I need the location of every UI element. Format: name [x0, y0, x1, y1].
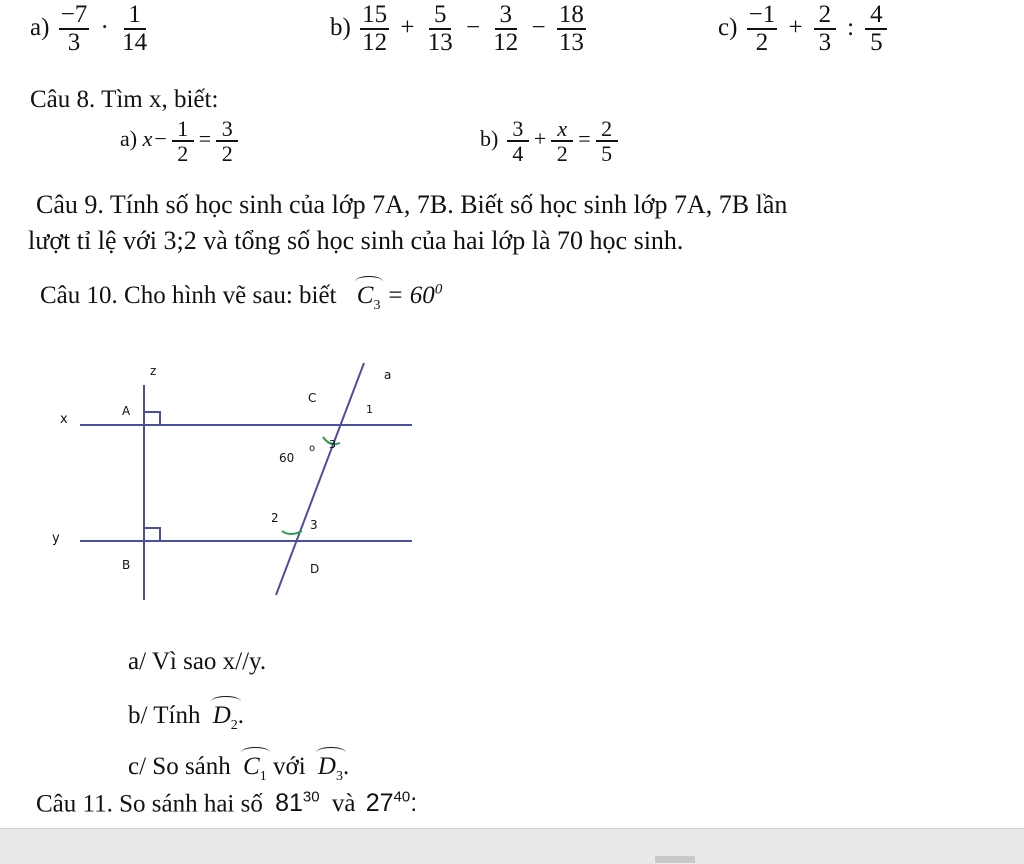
geometry-figure [40, 355, 460, 615]
q11: Câu 11. So sánh hai số $81^{30}$ và $27^{40}$: [36, 789, 418, 818]
angle-d2: $D_2$ [213, 696, 238, 734]
label-sixty: 60 [279, 451, 295, 465]
label-z: z [150, 364, 157, 378]
label-angle-3-bottom: 3 [310, 518, 318, 532]
angle-value: = $60^0$ [386, 281, 443, 309]
q7-c-label: c) [718, 13, 738, 41]
q10-c: c/ So sánh $C_1$ với $D_3$. [128, 747, 349, 785]
fraction: $\frac{1}{14}$ [122, 1, 148, 57]
label-y: y [52, 531, 60, 546]
fraction: $\frac{x}{2}$ [551, 117, 573, 165]
q8-b-label: b) [480, 126, 499, 152]
q9-line2: lượt tỉ lệ với 3;2 và tổng số học sinh của hai lớp là 70 học sinh. [28, 226, 684, 255]
q9-line1: Câu 9. Tính số học sinh của lớp 7A, 7B. Biết số học sinh lớp 7A, 7B lần [36, 190, 788, 219]
angle-c1: $C_1$ [243, 747, 267, 785]
fraction: $\frac{2}{3}$ [814, 2, 836, 57]
label-A: A [122, 404, 131, 418]
label-B: B [122, 558, 131, 572]
label-a: a [384, 368, 392, 382]
label-angle-1: 1 [366, 403, 373, 416]
q7-a-label: a) [30, 13, 50, 41]
q7-c: c) $\frac{-1}{2}$ + $\frac{2}{3}$ : $\frac{4}{5}$ [718, 2, 890, 57]
q8-title: Câu 8. Tìm x, biết: [30, 86, 219, 113]
right-angle-a [144, 412, 160, 425]
line-a [276, 363, 364, 595]
q8-b: b) $\frac{3}{4}$ + $\frac{x}{2}$ = $\frac{2}{5}$ [480, 117, 621, 165]
fraction: $\frac{15}{12}$ [362, 1, 388, 57]
fraction: $\frac{3}{12}$ [493, 1, 519, 57]
fraction: $\frac{5}{13}$ [427, 1, 453, 57]
fraction: $\frac{3}{4}$ [507, 117, 529, 165]
label-C: C [308, 391, 317, 405]
fraction: $\frac{-7}{3}$ [60, 1, 88, 57]
label-D: D [310, 562, 320, 576]
fraction: $\frac{-1}{2}$ [748, 1, 776, 57]
q7-a: a) $\frac{-7}{3}$ · $\frac{1}{14}$ [30, 1, 148, 57]
label-x: x [60, 412, 68, 427]
q10-a: a/ Vì sao x//y. [128, 648, 267, 675]
angle-d3: $D_3$ [318, 747, 343, 785]
fraction: $\frac{2}{5}$ [596, 117, 618, 165]
power-27: $27^{40}$: [365, 789, 418, 818]
fraction: $\frac{1}{2}$ [172, 117, 194, 165]
angle-c3: $C_3$ [357, 276, 381, 314]
q10-b: b/ Tính $D_2$. [128, 696, 244, 734]
fraction: $\frac{4}{5}$ [865, 2, 887, 57]
label-degree: o [309, 443, 316, 454]
q10-statement [40, 276, 442, 314]
q10-text: Câu 10. Cho hình vẽ sau: biết [40, 282, 337, 309]
q7-b-label: b) [330, 13, 351, 41]
bottom-bar [0, 828, 1024, 864]
right-angle-b [144, 528, 160, 541]
fraction: $\frac{3}{2}$ [216, 117, 238, 165]
q8-a-label: a) [120, 126, 138, 152]
label-angle-2: 2 [271, 511, 279, 525]
power-81: $81^{30}$ [275, 789, 320, 818]
q8-a: a) x− $\frac{1}{2}$ = $\frac{3}{2}$ [120, 117, 241, 165]
scrollbar-thumb[interactable] [655, 856, 695, 863]
fraction: $\frac{18}{13}$ [558, 1, 584, 57]
label-angle-3-top: 3 [329, 438, 336, 451]
q7-b: b) $\frac{15}{12}$ + $\frac{5}{13}$ − $\frac{3}{12}$ − $\frac{18}{13}$ [330, 1, 584, 57]
